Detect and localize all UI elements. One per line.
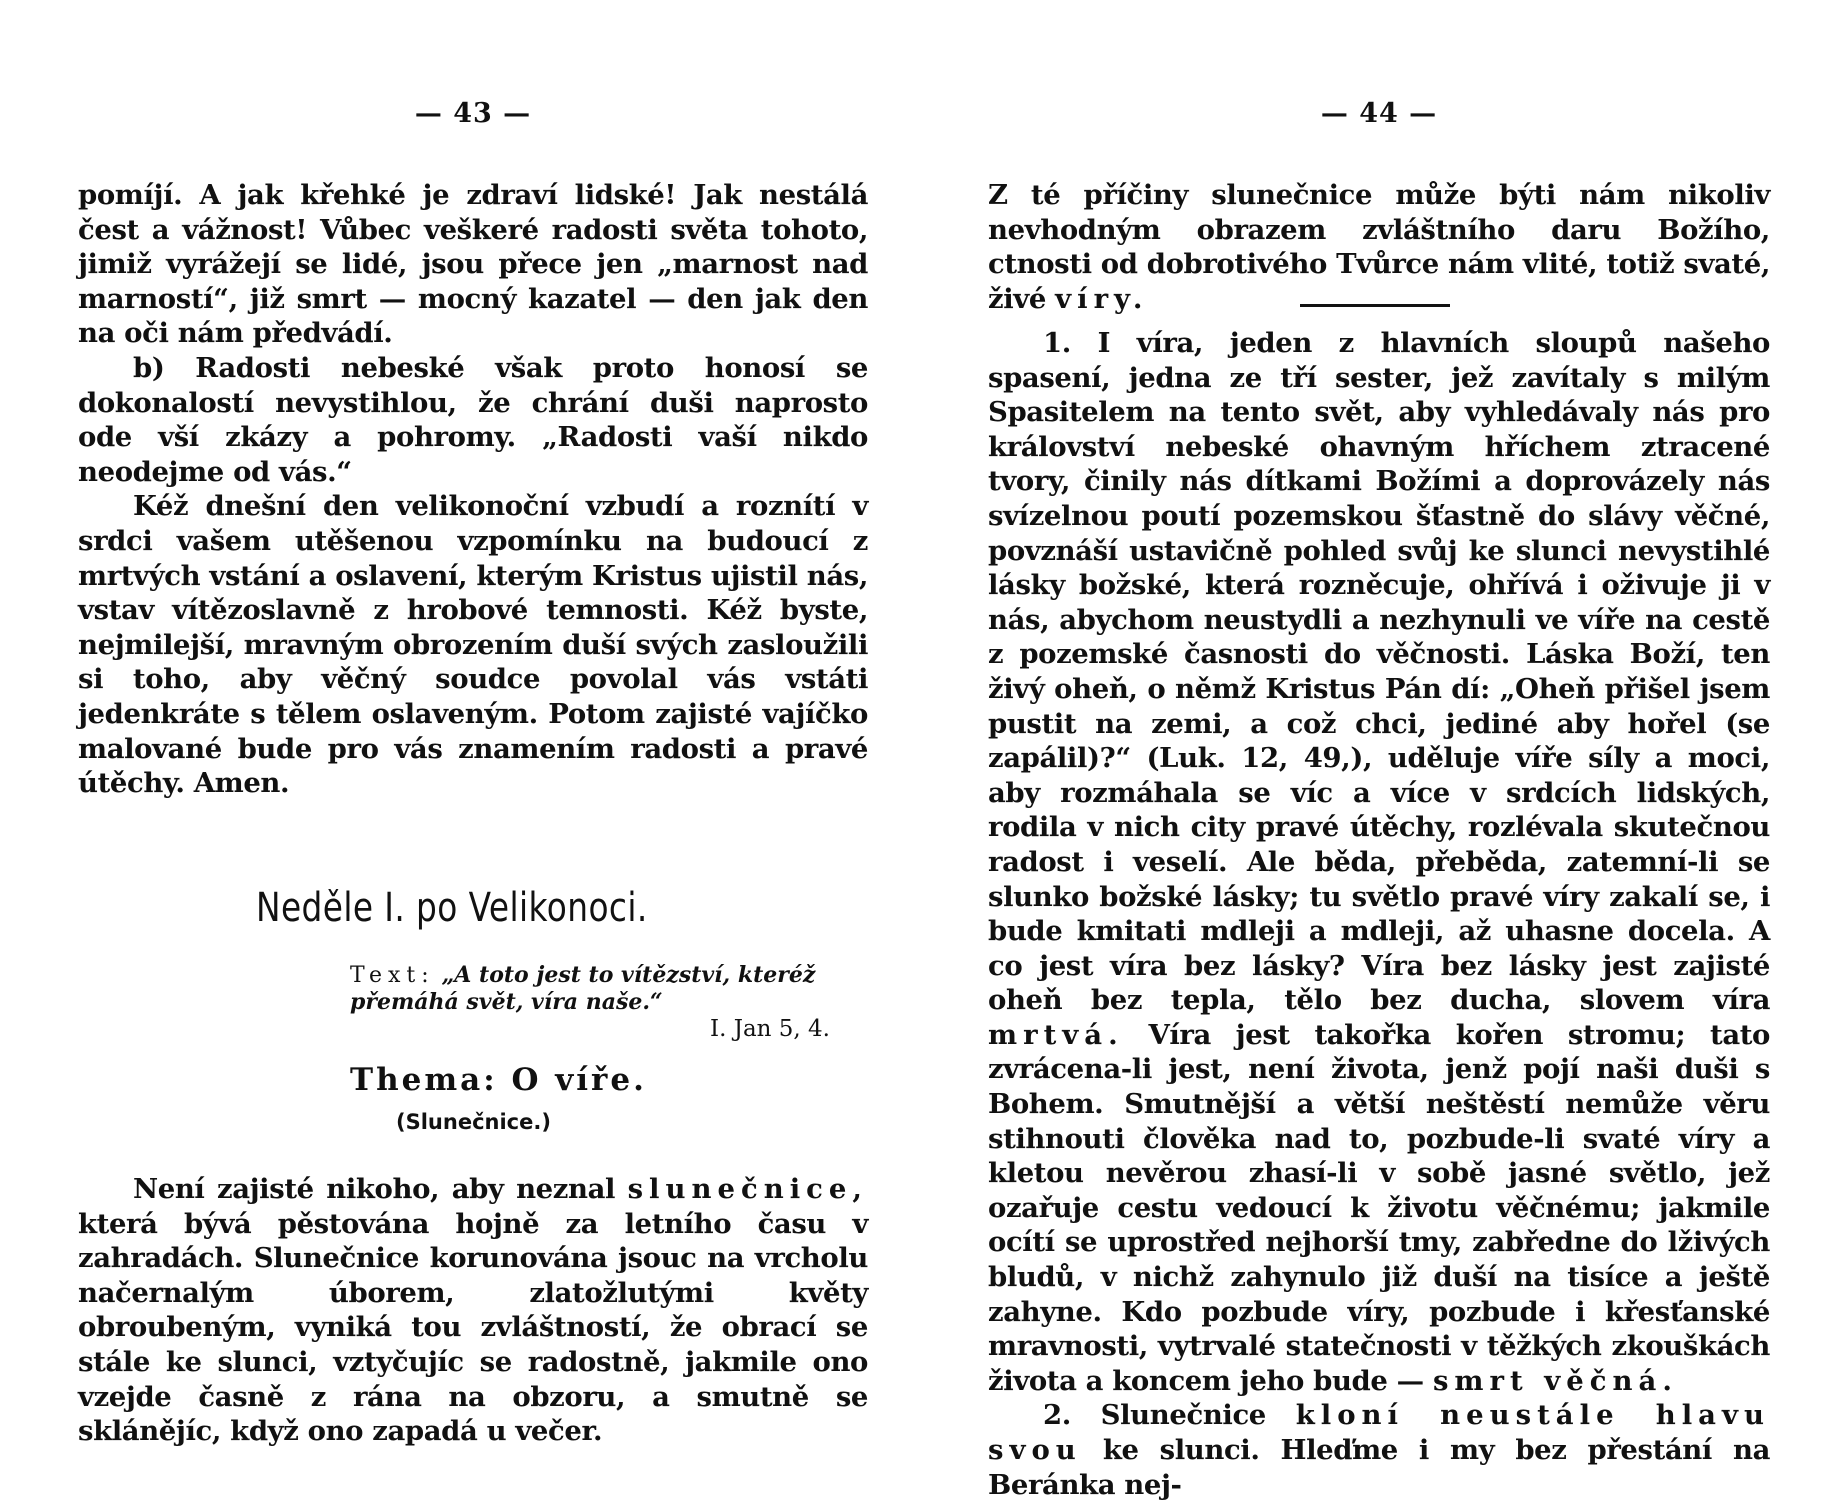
text-run: která bývá pěstována hojně za letního času v zahradách. Slunečnice korunována jsouc na vrcholu načernalým úborem, zlatožlutými květy obroubeným, vyniká tou zvláštností, že obrací se stále ke slunci, vztyčujíc se radostně, jakmile ono vzejde časně z rána na obzoru, a smutně se sklánějíc, když ono zapadá u večer. bbox=[78, 1207, 868, 1448]
scripture-text bbox=[350, 962, 850, 1042]
spaced-word: kloní neustále hlavu svou bbox=[988, 1399, 1770, 1466]
paragraph bbox=[78, 1172, 868, 1449]
spaced-word: víry. bbox=[1055, 282, 1149, 315]
paragraph bbox=[988, 1398, 1770, 1502]
spaced-word: mrtvá. bbox=[988, 1018, 1124, 1051]
page-number: — 44 — bbox=[1320, 98, 1438, 129]
text-run: ke slunci. Hleďme i my bez přestání na Beránka nej- bbox=[988, 1434, 1770, 1501]
text-label: Text: bbox=[350, 963, 435, 988]
spaced-word: smrt věčná. bbox=[1432, 1364, 1678, 1397]
text-run: Není zajisté nikoho, aby neznal bbox=[133, 1173, 616, 1205]
left-page bbox=[78, 0, 868, 1500]
left-body-text bbox=[78, 178, 868, 801]
text-run: 1. I víra, jeden z hlavních sloupů našeho spasení, jedna ze tří sester, jež zavítaly s milým Spasitelem na tento svět, aby vyhledávaly nás pro království nebeské ohavným hříchem ztracené tvory, činily nás dítkami Božími a doprovázely nás svízelnou poutí pozemskou šťastně do slávy věčné, povznáší ustavičně pohled svůj ke slunci nevystihlé lásky božské, která rozněcuje, ohřívá i oživuje ji v nás, abychom neustydli a nezhynuli ve víře na cestě z pozemské časnosti do věčnosti. Láska Boží, ten živý oheň, o němž Kristus Pán dí: „Oheň přišel jsem pustit na zemi, a což chci, jediné aby hořel (se zapálil)?“ (Luk. 12, 49,), uděluje víře síly a moci, aby rozmáhala se víc a více v srdcích lidských, rodila v nich city pravé útěchy, rozlévala skutečnou radost i veselí. Ale běda, přeběda, zatemní-li se slunko božské lásky; tu světlo pravé víry zakalí se, i bude kmitati mdleji a mdleji, až uhasne docela. A co jest víra bez lásky? Víra bez lásky jest zajisté oheň bez tepla, tělo bez ducha, slovem víra bbox=[988, 327, 1770, 1017]
page-number: — 43 — bbox=[414, 98, 532, 129]
right-body-text bbox=[988, 326, 1770, 1502]
thema-line: Thema: O víře. bbox=[350, 1062, 647, 1098]
left-body-text-2 bbox=[78, 1172, 868, 1449]
separator-rule bbox=[1300, 304, 1450, 307]
subtitle: (Slunečnice.) bbox=[396, 1110, 551, 1134]
spaced-word: slunečnice, bbox=[627, 1173, 868, 1205]
paragraph: b) Radosti nebeské však proto honosí se dokonalostí nevystihlou, že chrání duši naprosto ode vší zkázy a pohromy. „Radosti vaší nikdo neodejme od vás.“ bbox=[78, 351, 868, 488]
paragraph bbox=[988, 178, 1770, 316]
right-intro-text bbox=[988, 178, 1770, 316]
paragraph bbox=[988, 326, 1770, 1398]
text-run: Z té příčiny slunečnice může býti nám nikoliv nevhodným obrazem zvláštního daru Božího, ctnosti od dobrotivého Tvůrce nám vlité, totiž svaté, živé bbox=[988, 179, 1770, 315]
text-run: Víra jest takořka kořen stromu; tato zvrácena-li jest, není života, jenž pojí naši duši s Bohem. Smutnější a větší neštěstí nemůže věru stihnouti člověka nad to, pozbude-li svaté víry a kletou nevěrou zhasí-li v sobě jasné světlo, jež ozařuje cestu vedoucí k životu věčnému; jakmile ocítí se uprostřed nejhorší tmy, zabředne do lživých bludů, v nichž zahynulo již duší na tisíce a ještě zahyne. Kdo pozbude víry, pozbude i křesťanské mravnosti, vytrvalé statečnosti v těžkých zkouškách života a koncem jeho bude — bbox=[988, 1018, 1770, 1397]
scripture-quote: „A toto jest to vítězství, kteréž přemáhá svět, víra naše.“ bbox=[350, 962, 816, 1015]
right-page bbox=[988, 0, 1770, 1500]
paragraph: pomíjí. A jak křehké je zdraví lidské! Jak nestálá čest a vážnost! Vůbec veškeré radosti světa tohoto, jimiž vyrážejí se lidé, jsou přece jen „marnost nad marností“, již smrt — mocný kazatel — den jak den na oči nám předvádí. bbox=[78, 179, 868, 350]
section-heading: Neděle I. po Velikonoci. bbox=[256, 885, 648, 931]
paragraph: Kéž dnešní den velikonoční vzbudí a roznítí v srdci vašem utěšenou vzpomínku na budoucí z mrtvých vstání a oslavení, kterým Kristus ujistil nás, vstav vítězoslavně z hrobové temnosti. Kéž byste, nejmilejší, mravným obrozením duší svých zasloužili si toho, aby věčný soudce povolal vás vstáti jedenkráte s tělem oslaveným. Potom zajisté vajíčko malované bude pro vás znamením radosti a pravé útěchy. Amen. bbox=[78, 490, 868, 800]
text-run: 2. Slunečnice bbox=[1043, 1399, 1266, 1432]
scripture-reference: I. Jan 5, 4. bbox=[710, 1016, 830, 1042]
